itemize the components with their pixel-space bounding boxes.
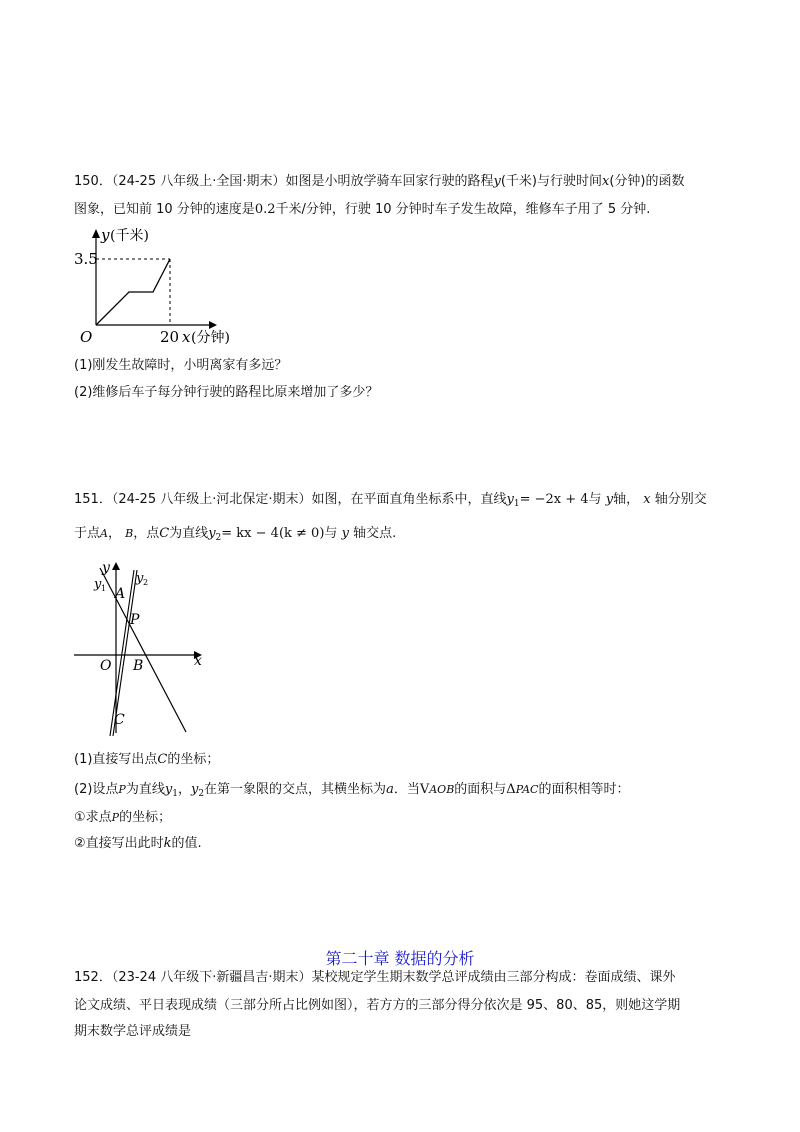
q151-item2: ②直接写出此时k的值.: [74, 836, 202, 851]
q151-x-axis-label: x: [194, 653, 202, 669]
q151-point-a: A: [115, 586, 126, 602]
q150-line2: 图象，已知前 10 分钟的速度是0.2千米/分钟，行驶 10 分钟时车子发生故障，维修车子用了 5 分钟.: [74, 202, 651, 217]
q151-line2: 于点A， B，点C为直线$y_2=$ kx − 4(k ≠ 0)与 y 轴交点.: [74, 526, 397, 543]
q151-y-axis-label: y: [102, 560, 110, 576]
q151-origin: O: [100, 658, 112, 674]
q150-x-axis-label-unit: (分钟): [191, 330, 230, 346]
q151-point-p: P: [130, 612, 140, 628]
q152-line1: 152．（23-24 八年级下·新疆昌吉·期末）某校规定学生期末数学总评成绩由三部分构成：卷面成绩、课外: [74, 970, 676, 985]
q151-y2-sub: 2: [143, 578, 149, 587]
q151-point-c: C: [114, 712, 125, 728]
q150-x-value: 20: [160, 328, 180, 346]
q150-x-axis-label-var: x: [182, 328, 191, 346]
q150-y-axis-label-var: y: [101, 226, 110, 244]
q151-point-b: B: [133, 658, 144, 674]
q151-y1-label: y: [94, 577, 102, 592]
q150-y-value: 3.5: [74, 250, 98, 268]
q150-graph: [74, 224, 274, 354]
q150-origin: O: [80, 328, 93, 346]
q151-y2-label: y: [136, 571, 144, 586]
q151-y1-sub: 1: [101, 584, 107, 593]
q151-graph: [70, 558, 220, 738]
q151-sub1: (1)直接写出点C的坐标；: [74, 752, 220, 767]
q151-item1: ①求点P的坐标；: [74, 810, 172, 825]
q152-line3: 期末数学总评成绩是: [74, 1024, 192, 1039]
q150-sub2: (2)维修后车子每分钟行驶的路程比原来增加了多少？: [74, 385, 379, 400]
q152-line2: 论文成绩、平日表现成绩（三部分所占比例如图），若方方的三部分得分依次是 95、80、85，则她这学期: [74, 998, 681, 1013]
q151-sub2: (2)设点P为直线$y_1$，$y_2$在第一象限的交点，其横坐标为a．当VAOB的面积与ΔPAC的面积相等时：: [74, 782, 630, 799]
q151-line1: 151．（24-25 八年级上·河北保定·期末）如图，在平面直角坐标系中，直线$y_1= -2x + 4$与 y轴， x 轴分别交: [74, 492, 707, 509]
q150-line1: 150．（24-25 八年级上·全国·期末）如图是小明放学骑车回家行驶的路程y(千米)与行驶时间x(分钟)的函数: [74, 174, 685, 189]
chapter-title: 第二十章 数据的分析: [325, 949, 475, 968]
q150-sub1: (1)刚发生故障时，小明离家有多远？: [74, 358, 288, 373]
q150-y-axis-label-unit: (千米): [110, 228, 149, 244]
